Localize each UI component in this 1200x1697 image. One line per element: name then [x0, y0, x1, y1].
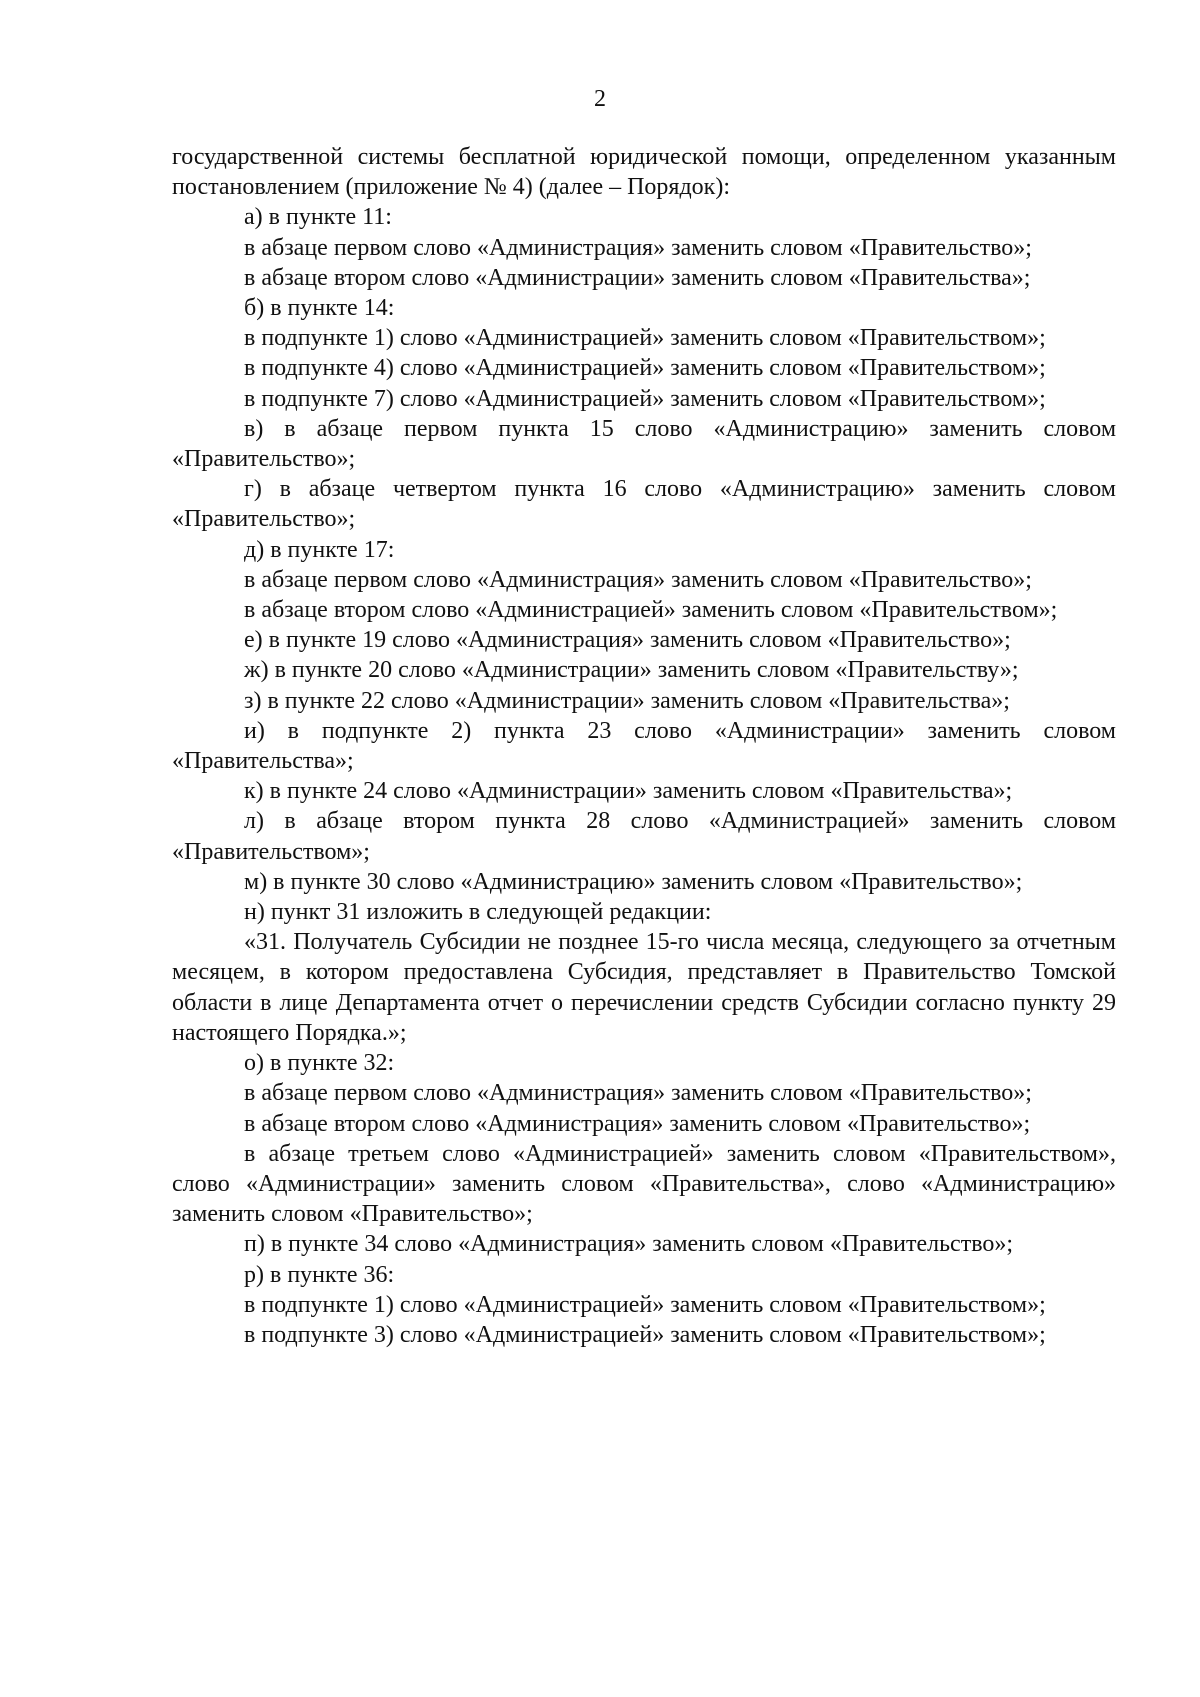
paragraph-item-z: з) в пункте 22 слово «Администрации» заменить словом «Правительства»;: [244, 687, 1010, 714]
paragraph-item-zh: ж) в пункте 20 слово «Администрации» заменить словом «Правительству»;: [244, 657, 1019, 684]
paragraph-item-o-3: в абзаце третьем слово «Администрацией» заменить словом «Правительством», слово «Администрации» заменить словом «Правительства», слово «Администрацию» заменить словом «Правительство»;: [172, 1140, 1116, 1228]
paragraph-item-v: в) в абзаце первом пункта 15 слово «Администрацию» заменить словом «Правительство»;: [172, 415, 1116, 473]
document-body: [172, 142, 1116, 1350]
paragraph-item-r-1: в подпункте 1) слово «Администрацией» заменить словом «Правительством»;: [244, 1291, 1046, 1318]
paragraph-item-m: м) в пункте 30 слово «Администрацию» заменить словом «Правительство»;: [244, 868, 1023, 895]
paragraph-item-n-quote: «31. Получатель Субсидии не позднее 15-го числа месяца, следующего за отчетным месяцем, в котором предоставлена Субсидия, представляет в Правительство Томской области в лице Департамента отчет о перечислении средств Субсидии согласно пункту 29 настоящего Порядка.»;: [172, 929, 1116, 1046]
paragraph-item-d-1: в абзаце первом слово «Администрация» заменить словом «Правительство»;: [244, 566, 1032, 593]
paragraph-item-b-7: в подпункте 7) слово «Администрацией» заменить словом «Правительством»;: [244, 385, 1046, 412]
paragraph-intro: государственной системы бесплатной юридической помощи, определенном указанным постановлением (приложение № 4) (далее – Порядок):: [172, 144, 1116, 201]
paragraph-item-a-1: в абзаце первом слово «Администрация» заменить словом «Правительство»;: [244, 234, 1032, 261]
paragraph-item-b-4: в подпункте 4) слово «Администрацией» заменить словом «Правительством»;: [244, 355, 1046, 382]
paragraph-item-o: о) в пункте 32:: [244, 1050, 395, 1077]
paragraph-item-r: р) в пункте 36:: [244, 1261, 395, 1288]
paragraph-item-i: и) в подпункте 2) пункта 23 слово «Администрации» заменить словом «Правительства»;: [172, 717, 1116, 775]
paragraph-item-p: п) в пункте 34 слово «Администрация» заменить словом «Правительство»;: [244, 1231, 1014, 1258]
paragraph-item-d: д) в пункте 17:: [244, 536, 395, 563]
paragraph-item-g: г) в абзаце четвертом пункта 16 слово «Администрацию» заменить словом «Правительство»;: [172, 476, 1116, 533]
paragraph-item-n: н) пункт 31 изложить в следующей редакции:: [244, 899, 712, 926]
paragraph-item-a-2: в абзаце втором слово «Администрации» заменить словом «Правительства»;: [244, 264, 1031, 291]
page-number: 2: [594, 86, 606, 112]
paragraph-item-d-2: в абзаце втором слово «Администрацией» заменить словом «Правительством»;: [244, 597, 1058, 624]
paragraph-item-l: л) в абзаце втором пункта 28 слово «Администрацией» заменить словом «Правительством»;: [172, 808, 1116, 865]
paragraph-item-b-1: в подпункте 1) слово «Администрацией» заменить словом «Правительством»;: [244, 325, 1046, 352]
paragraph-item-k: к) в пункте 24 слово «Администрации» заменить словом «Правительства»;: [244, 778, 1013, 805]
paragraph-item-e: е) в пункте 19 слово «Администрация» заменить словом «Правительство»;: [244, 627, 1011, 654]
paragraph-item-r-3: в подпункте 3) слово «Администрацией» заменить словом «Правительством»;: [244, 1321, 1046, 1348]
paragraph-item-o-2: в абзаце втором слово «Администрация» заменить словом «Правительство»;: [244, 1110, 1031, 1137]
paragraph-item-o-1: в абзаце первом слово «Администрация» заменить словом «Правительство»;: [244, 1080, 1032, 1107]
paragraph-item-a: а) в пункте 11:: [244, 204, 392, 231]
paragraph-item-b: б) в пункте 14:: [244, 295, 395, 322]
